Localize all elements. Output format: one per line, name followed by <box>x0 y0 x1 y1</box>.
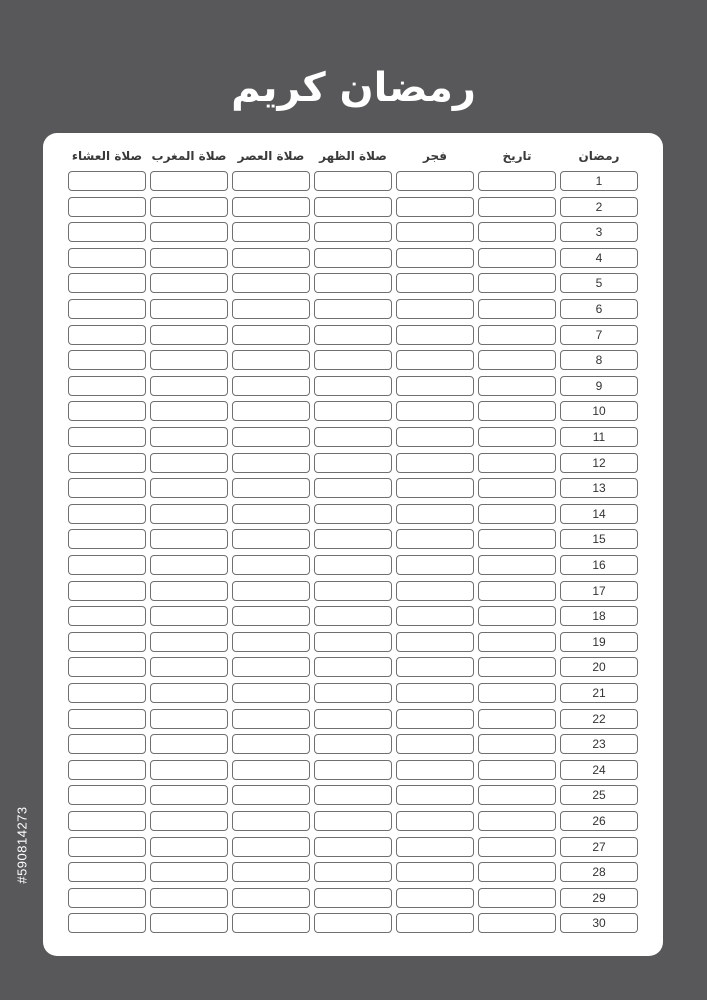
maghrib-entry-cell[interactable] <box>150 273 228 293</box>
date-entry-cell[interactable] <box>478 555 556 575</box>
maghrib-entry-cell[interactable] <box>150 734 228 754</box>
maghrib-entry-cell[interactable] <box>150 248 228 268</box>
fajr-entry-cell[interactable] <box>396 376 474 396</box>
fajr-entry-cell[interactable] <box>396 632 474 652</box>
date-entry-cell[interactable] <box>478 862 556 882</box>
day-number-cell: 25 <box>560 785 638 805</box>
column-header-ramadan: رمضان <box>578 149 620 163</box>
isha-entry-cell[interactable] <box>68 862 146 882</box>
dhuhr-entry-cell[interactable] <box>314 171 392 191</box>
dhuhr-entry-cell[interactable] <box>314 734 392 754</box>
asr-entry-cell[interactable] <box>232 632 310 652</box>
dhuhr-entry-cell[interactable] <box>314 760 392 780</box>
isha-entry-cell[interactable] <box>68 683 146 703</box>
asr-entry-cell[interactable] <box>232 683 310 703</box>
day-number-cell: 20 <box>560 657 638 677</box>
isha-entry-cell[interactable] <box>68 581 146 601</box>
day-number-cell: 27 <box>560 837 638 857</box>
isha-entry-cell[interactable] <box>68 657 146 677</box>
asr-entry-cell[interactable] <box>232 837 310 857</box>
isha-entry-cell[interactable] <box>68 504 146 524</box>
dhuhr-entry-cell[interactable] <box>314 273 392 293</box>
dhuhr-entry-cell[interactable] <box>314 529 392 549</box>
day-number-cell: 30 <box>560 913 638 933</box>
date-entry-cell[interactable] <box>478 811 556 831</box>
date-entry-cell[interactable] <box>478 376 556 396</box>
asr-entry-cell[interactable] <box>232 785 310 805</box>
fajr-entry-cell[interactable] <box>396 453 474 473</box>
isha-entry-cell[interactable] <box>68 478 146 498</box>
maghrib-entry-cell[interactable] <box>150 453 228 473</box>
date-entry-cell[interactable] <box>478 325 556 345</box>
day-number-cell: 5 <box>560 273 638 293</box>
dhuhr-entry-cell[interactable] <box>314 222 392 242</box>
fajr-entry-cell[interactable] <box>396 657 474 677</box>
day-number-cell: 8 <box>560 350 638 370</box>
column-header-fajr: فجر <box>423 149 447 163</box>
day-number-cell: 4 <box>560 248 638 268</box>
date-entry-cell[interactable] <box>478 299 556 319</box>
maghrib-entry-cell[interactable] <box>150 683 228 703</box>
asr-entry-cell[interactable] <box>232 709 310 729</box>
prayer-tracker-table <box>43 133 663 956</box>
asr-entry-cell[interactable] <box>232 529 310 549</box>
maghrib-entry-cell[interactable] <box>150 350 228 370</box>
fajr-entry-cell[interactable] <box>396 760 474 780</box>
maghrib-entry-cell[interactable] <box>150 632 228 652</box>
dhuhr-entry-cell[interactable] <box>314 197 392 217</box>
maghrib-entry-cell[interactable] <box>150 913 228 933</box>
dhuhr-entry-cell[interactable] <box>314 581 392 601</box>
fajr-entry-cell[interactable] <box>396 401 474 421</box>
isha-entry-cell[interactable] <box>68 376 146 396</box>
maghrib-entry-cell[interactable] <box>150 325 228 345</box>
maghrib-entry-cell[interactable] <box>150 888 228 908</box>
day-number-cell: 6 <box>560 299 638 319</box>
column-header-dhuhr: صلاة الظهر <box>319 149 387 163</box>
maghrib-entry-cell[interactable] <box>150 299 228 319</box>
isha-entry-cell[interactable] <box>68 248 146 268</box>
maghrib-entry-cell[interactable] <box>150 478 228 498</box>
day-number-cell: 3 <box>560 222 638 242</box>
date-entry-cell[interactable] <box>478 222 556 242</box>
fajr-entry-cell[interactable] <box>396 555 474 575</box>
fajr-entry-cell[interactable] <box>396 478 474 498</box>
asr-entry-cell[interactable] <box>232 606 310 626</box>
asr-entry-cell[interactable] <box>232 171 310 191</box>
isha-entry-cell[interactable] <box>68 273 146 293</box>
isha-entry-cell[interactable] <box>68 888 146 908</box>
dhuhr-entry-cell[interactable] <box>314 785 392 805</box>
stock-id-label <box>2 770 42 920</box>
date-entry-cell[interactable] <box>478 401 556 421</box>
day-number-cell: 28 <box>560 862 638 882</box>
fajr-entry-cell[interactable] <box>396 171 474 191</box>
date-entry-cell[interactable] <box>478 453 556 473</box>
date-entry-cell[interactable] <box>478 171 556 191</box>
isha-entry-cell[interactable] <box>68 427 146 447</box>
maghrib-entry-cell[interactable] <box>150 222 228 242</box>
stock-id-text: #590814273 <box>14 806 30 884</box>
isha-entry-cell[interactable] <box>68 709 146 729</box>
dhuhr-entry-cell[interactable] <box>314 376 392 396</box>
fajr-entry-cell[interactable] <box>396 888 474 908</box>
maghrib-entry-cell[interactable] <box>150 811 228 831</box>
fajr-entry-cell[interactable] <box>396 325 474 345</box>
column-header-asr: صلاة العصر <box>237 149 305 163</box>
fajr-entry-cell[interactable] <box>396 811 474 831</box>
fajr-entry-cell[interactable] <box>396 427 474 447</box>
asr-entry-cell[interactable] <box>232 913 310 933</box>
asr-entry-cell[interactable] <box>232 401 310 421</box>
maghrib-entry-cell[interactable] <box>150 171 228 191</box>
isha-entry-cell[interactable] <box>68 811 146 831</box>
dhuhr-entry-cell[interactable] <box>314 350 392 370</box>
asr-entry-cell[interactable] <box>232 453 310 473</box>
asr-entry-cell[interactable] <box>232 350 310 370</box>
day-number-cell: 7 <box>560 325 638 345</box>
date-entry-cell[interactable] <box>478 760 556 780</box>
day-number-cell: 15 <box>560 529 638 549</box>
date-entry-cell[interactable] <box>478 581 556 601</box>
maghrib-entry-cell[interactable] <box>150 606 228 626</box>
dhuhr-entry-cell[interactable] <box>314 709 392 729</box>
column-header-date: تاريخ <box>502 149 532 163</box>
page-title: رمضان كريم <box>231 65 476 111</box>
dhuhr-entry-cell[interactable] <box>314 478 392 498</box>
day-number-cell: 21 <box>560 683 638 703</box>
fajr-entry-cell[interactable] <box>396 504 474 524</box>
maghrib-entry-cell[interactable] <box>150 837 228 857</box>
isha-entry-cell[interactable] <box>68 299 146 319</box>
dhuhr-entry-cell[interactable] <box>314 632 392 652</box>
maghrib-entry-cell[interactable] <box>150 197 228 217</box>
isha-entry-cell[interactable] <box>68 453 146 473</box>
date-entry-cell[interactable] <box>478 350 556 370</box>
maghrib-entry-cell[interactable] <box>150 581 228 601</box>
fajr-entry-cell[interactable] <box>396 273 474 293</box>
maghrib-entry-cell[interactable] <box>150 785 228 805</box>
asr-entry-cell[interactable] <box>232 299 310 319</box>
isha-entry-cell[interactable] <box>68 401 146 421</box>
day-number-cell: 16 <box>560 555 638 575</box>
dhuhr-entry-cell[interactable] <box>314 325 392 345</box>
isha-entry-cell[interactable] <box>68 350 146 370</box>
isha-entry-cell[interactable] <box>68 785 146 805</box>
fajr-entry-cell[interactable] <box>396 197 474 217</box>
day-number-cell: 13 <box>560 478 638 498</box>
isha-entry-cell[interactable] <box>68 606 146 626</box>
date-entry-cell[interactable] <box>478 427 556 447</box>
asr-entry-cell[interactable] <box>232 657 310 677</box>
day-number-cell: 24 <box>560 760 638 780</box>
dhuhr-entry-cell[interactable] <box>314 453 392 473</box>
day-number-cell: 10 <box>560 401 638 421</box>
day-number-cell: 29 <box>560 888 638 908</box>
column-header-isha: صلاة العشاء <box>71 149 143 163</box>
date-entry-cell[interactable] <box>478 657 556 677</box>
asr-entry-cell[interactable] <box>232 888 310 908</box>
date-entry-cell[interactable] <box>478 478 556 498</box>
isha-entry-cell[interactable] <box>68 222 146 242</box>
dhuhr-entry-cell[interactable] <box>314 913 392 933</box>
fajr-entry-cell[interactable] <box>396 222 474 242</box>
maghrib-entry-cell[interactable] <box>150 657 228 677</box>
maghrib-entry-cell[interactable] <box>150 427 228 447</box>
asr-entry-cell[interactable] <box>232 248 310 268</box>
isha-entry-cell[interactable] <box>68 555 146 575</box>
isha-entry-cell[interactable] <box>68 632 146 652</box>
date-entry-cell[interactable] <box>478 197 556 217</box>
fajr-entry-cell[interactable] <box>396 248 474 268</box>
asr-entry-cell[interactable] <box>232 478 310 498</box>
dhuhr-entry-cell[interactable] <box>314 837 392 857</box>
date-entry-cell[interactable] <box>478 632 556 652</box>
maghrib-entry-cell[interactable] <box>150 709 228 729</box>
day-number-cell: 19 <box>560 632 638 652</box>
fajr-entry-cell[interactable] <box>396 529 474 549</box>
asr-entry-cell[interactable] <box>232 222 310 242</box>
date-entry-cell[interactable] <box>478 683 556 703</box>
day-number-cell: 18 <box>560 606 638 626</box>
isha-entry-cell[interactable] <box>68 325 146 345</box>
date-entry-cell[interactable] <box>478 913 556 933</box>
maghrib-entry-cell[interactable] <box>150 862 228 882</box>
asr-entry-cell[interactable] <box>232 760 310 780</box>
isha-entry-cell[interactable] <box>68 734 146 754</box>
date-entry-cell[interactable] <box>478 734 556 754</box>
dhuhr-entry-cell[interactable] <box>314 657 392 677</box>
date-entry-cell[interactable] <box>478 248 556 268</box>
day-number-cell: 2 <box>560 197 638 217</box>
fajr-entry-cell[interactable] <box>396 581 474 601</box>
asr-entry-cell[interactable] <box>232 504 310 524</box>
fajr-entry-cell[interactable] <box>396 862 474 882</box>
asr-entry-cell[interactable] <box>232 427 310 447</box>
day-number-cell: 23 <box>560 734 638 754</box>
date-entry-cell[interactable] <box>478 273 556 293</box>
fajr-entry-cell[interactable] <box>396 785 474 805</box>
dhuhr-entry-cell[interactable] <box>314 401 392 421</box>
asr-entry-cell[interactable] <box>232 555 310 575</box>
fajr-entry-cell[interactable] <box>396 683 474 703</box>
fajr-entry-cell[interactable] <box>396 913 474 933</box>
asr-entry-cell[interactable] <box>232 734 310 754</box>
dhuhr-entry-cell[interactable] <box>314 888 392 908</box>
fajr-entry-cell[interactable] <box>396 299 474 319</box>
asr-entry-cell[interactable] <box>232 376 310 396</box>
dhuhr-entry-cell[interactable] <box>314 504 392 524</box>
isha-entry-cell[interactable] <box>68 837 146 857</box>
asr-entry-cell[interactable] <box>232 862 310 882</box>
isha-entry-cell[interactable] <box>68 197 146 217</box>
dhuhr-entry-cell[interactable] <box>314 299 392 319</box>
asr-entry-cell[interactable] <box>232 581 310 601</box>
date-entry-cell[interactable] <box>478 504 556 524</box>
fajr-entry-cell[interactable] <box>396 837 474 857</box>
day-number-cell: 11 <box>560 427 638 447</box>
maghrib-entry-cell[interactable] <box>150 401 228 421</box>
date-entry-cell[interactable] <box>478 529 556 549</box>
fajr-entry-cell[interactable] <box>396 350 474 370</box>
dhuhr-entry-cell[interactable] <box>314 248 392 268</box>
dhuhr-entry-cell[interactable] <box>314 555 392 575</box>
dhuhr-entry-cell[interactable] <box>314 606 392 626</box>
dhuhr-entry-cell[interactable] <box>314 862 392 882</box>
isha-entry-cell[interactable] <box>68 171 146 191</box>
asr-entry-cell[interactable] <box>232 197 310 217</box>
fajr-entry-cell[interactable] <box>396 709 474 729</box>
isha-entry-cell[interactable] <box>68 760 146 780</box>
maghrib-entry-cell[interactable] <box>150 760 228 780</box>
maghrib-entry-cell[interactable] <box>150 504 228 524</box>
fajr-entry-cell[interactable] <box>396 606 474 626</box>
dhuhr-entry-cell[interactable] <box>314 427 392 447</box>
day-number-cell: 9 <box>560 376 638 396</box>
dhuhr-entry-cell[interactable] <box>314 811 392 831</box>
day-number-cell: 12 <box>560 453 638 473</box>
fajr-entry-cell[interactable] <box>396 734 474 754</box>
asr-entry-cell[interactable] <box>232 273 310 293</box>
dhuhr-entry-cell[interactable] <box>314 683 392 703</box>
asr-entry-cell[interactable] <box>232 325 310 345</box>
isha-entry-cell[interactable] <box>68 529 146 549</box>
maghrib-entry-cell[interactable] <box>150 555 228 575</box>
day-number-cell: 26 <box>560 811 638 831</box>
asr-entry-cell[interactable] <box>232 811 310 831</box>
date-entry-cell[interactable] <box>478 606 556 626</box>
maghrib-entry-cell[interactable] <box>150 376 228 396</box>
day-number-cell: 1 <box>560 171 638 191</box>
date-entry-cell[interactable] <box>478 709 556 729</box>
day-number-cell: 17 <box>560 581 638 601</box>
maghrib-entry-cell[interactable] <box>150 529 228 549</box>
day-number-cell: 14 <box>560 504 638 524</box>
date-entry-cell[interactable] <box>478 888 556 908</box>
isha-entry-cell[interactable] <box>68 913 146 933</box>
date-entry-cell[interactable] <box>478 837 556 857</box>
date-entry-cell[interactable] <box>478 785 556 805</box>
column-header-maghrib: صلاة المغرب <box>151 149 227 163</box>
day-number-cell: 22 <box>560 709 638 729</box>
